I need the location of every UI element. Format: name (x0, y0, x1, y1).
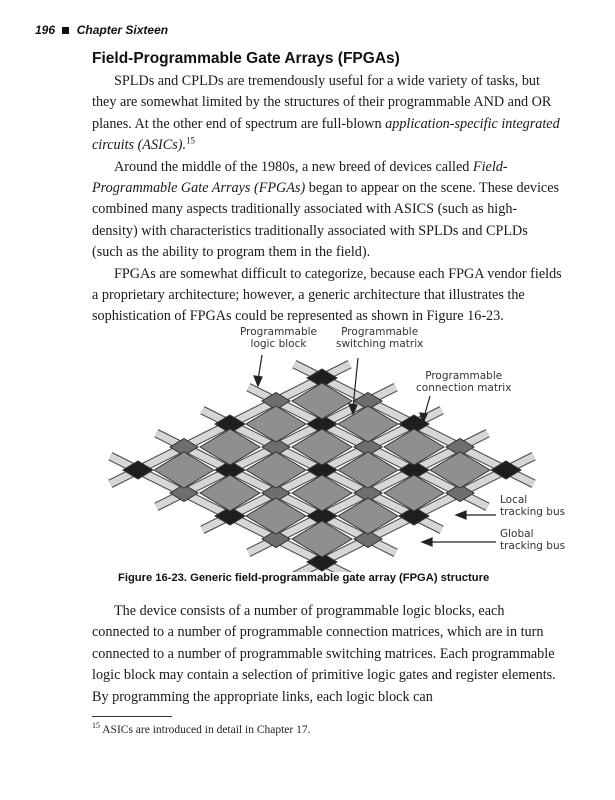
paragraph-2 (92, 157, 562, 264)
arrowhead-local-bus (456, 511, 466, 519)
page-number: 196 (35, 23, 56, 37)
figure-caption: Figure 16-23. Generic field-programmable gate array (FPGA) structure (118, 572, 490, 584)
footnote-rule (92, 716, 172, 717)
arrowhead-global-bus (422, 538, 432, 546)
label-global-line1: Global (500, 528, 534, 540)
paragraph-3: FPGAs are somewhat difficult to categorize, because each FPGA vendor fields a proprietary architecture; however, a generic architecture that illustrates the sophistication of FPGAs could be represented as shown in Figure 16-23. (92, 265, 562, 325)
label-switching-line2: switching matrix (336, 338, 424, 350)
paragraph-4: The device consists of a number of programmable logic blocks, each connected to a number of programmable connection matrices, which are in turn connected to a number of programmable switching matrices. Each programmable logic block may contain a selection of primitive logic gates and register elements. By programming the appropriate links, each logic block can (92, 603, 556, 705)
asic-term: application-specific integrated circuits (ASICs). (92, 115, 560, 154)
body-text-bottom (92, 601, 562, 708)
fpga-diagram (90, 322, 570, 572)
label-switching-line1: Programmable (341, 326, 419, 338)
label-global-line2: tracking bus (500, 540, 566, 552)
label-local-line1: Local (500, 494, 528, 506)
label-logic-block-line1: Programmable (240, 326, 318, 338)
footnote-ref: 15 (186, 135, 196, 146)
footnote-number: 15 (92, 721, 100, 730)
label-local-line2: tracking bus (500, 506, 566, 518)
paragraph-1-text: SPLDs and CPLDs are tremendously useful for a wide variety of tasks, but they are somewhat limited by the structures of their programmable AND and OR planes. At the other end of spectrum are full-blown (92, 73, 552, 132)
fpga-figure (90, 322, 570, 572)
footnote-text: ASICs are introduced in detail in Chapter 17. (100, 723, 311, 736)
label-logic-block-line2: logic block (250, 338, 307, 350)
fpga-grid (110, 364, 533, 572)
chapter-title: Chapter Sixteen (76, 23, 169, 37)
paragraph-2-text-a: Around the middle of the 1980s, a new breed of devices called (114, 158, 473, 175)
paragraph-2-text-b: began to appear on the scene. These devices combined many aspects traditionally associated with ASICS (such as high-density) with characteristics traditionally associated with SPLDs and CPLDs (such as the ability to program them in the field). (92, 180, 560, 261)
paragraph-1 (92, 71, 562, 157)
label-connection-line1: Programmable (425, 370, 503, 382)
running-head (35, 23, 168, 37)
fpga-term: Field-Programmable Gate Arrays (FPGAs) (92, 158, 508, 197)
label-connection-line2: connection matrix (416, 382, 512, 394)
section-title: Field-Programmable Gate Arrays (FPGAs) (92, 50, 400, 67)
footnote (92, 721, 310, 736)
arrowhead-logic-block (254, 376, 262, 386)
body-text-top (92, 71, 562, 328)
square-bullet-icon (62, 27, 69, 34)
